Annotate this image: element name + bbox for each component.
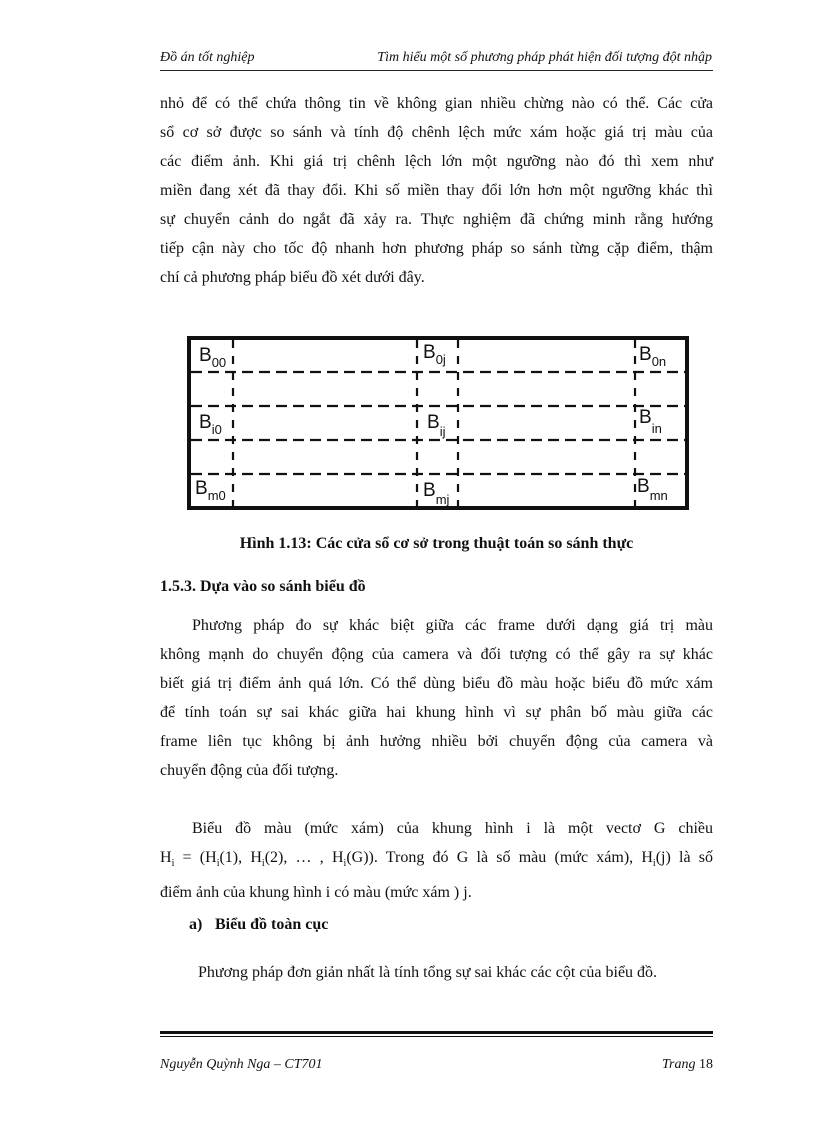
text-line: chí cả phương pháp biểu đồ xét dưới đây. [160,269,425,286]
text-line: Biểu đồ màu (mức xám) của khung hình i là một vectơ G chiều [192,820,713,837]
cell-label-bm0: $B_{m0}$ [195,478,226,503]
text-line: không mạnh do chuyển động của camera và đối tượng có thể gây ra sự khác [160,646,713,663]
page-number: Trang 18 [662,1057,713,1072]
formula-line: $H_i = (H_i(1)$, $H_i(2)$, … , $H_i(G)$). Trong đó G là số màu (mức xám), $H_i(j)$ là số [160,849,714,870]
cell-label-bmj: $B_{mj}$ [423,480,450,507]
text-line: sổ cơ sở được so sánh và tính độ chênh lệch mức xám hoặc giá trị màu của [160,124,713,141]
text-line: biết giá trị điểm ảnh quá lớn. Có thể dùng biểu đồ màu hoặc biểu đồ mức xám [160,675,713,692]
text-line: các điểm ảnh. Khi giá trị chênh lệch lớn một ngưỡng nào đó thì xem như [160,153,713,170]
cell-label-bij: $B_{ij}$ [427,412,446,439]
text-line: để tính toán sự sai khác giữa hai khung hình vì sự phân bố màu giữa các [160,704,713,721]
footer-rule-thick [160,1031,713,1034]
cell-label-b00: $B_{00}$ [199,345,227,370]
cell-label-b0n: $B_{0n}$ [639,344,667,369]
header-left: Đồ án tốt nghiệp [160,50,255,65]
text-line: sự chuyển cảnh do ngắt đã xảy ra. Thực nghiệm đã chứng minh rằng hướng [160,211,713,228]
cell-label-b0j: $B_{0j}$ [423,342,446,367]
text-line: Phương pháp đo sự khác biệt giữa các frame dưới dạng giá trị màu [192,617,713,634]
header-right: Tìm hiểu một số phương pháp phát hiện đối tượng đột nhập [377,50,712,65]
header-rule [160,70,713,71]
text-line: điểm ảnh của khung hình i có màu (mức xám ) j. [160,884,472,902]
subheading [189,916,328,934]
paragraph-3 [160,814,713,907]
cell-label-bin: $B_{in}$ [639,407,662,436]
text-line: tiếp cận này cho tốc độ nhanh hơn phương pháp so sánh từng cặp điểm, thậm [160,240,713,257]
text-line: frame liên tục không bị ảnh hưởng nhiều bởi chuyển động của camera và [160,733,713,750]
paragraph-4 [198,958,713,987]
cell-label-bmn: $B_{mn}$ [637,476,668,503]
grid-diagram [187,336,689,510]
figure-grid [187,336,689,510]
footer-author: Nguyễn Quỳnh Nga – CT701 [160,1057,323,1072]
subheading-marker: a) [189,916,203,933]
text-line: chuyển động của đối tượng. [160,762,339,779]
figure-caption: Hình 1.13: Các cửa sổ cơ sở trong thuật toán so sánh thực [239,535,634,552]
section-heading: 1.5.3. Dựa vào so sánh biểu đồ [160,578,366,595]
subheading-text: Biểu đồ toàn cục [215,916,329,933]
paragraph-2 [160,611,713,785]
text-line: miền đang xét đã thay đổi. Khi số miền thay đổi lớn hơn một ngưỡng khác thì [160,182,713,199]
cell-label-bi0: $B_{i0}$ [199,412,222,437]
text-line: Phương pháp đơn giản nhất là tính tổng sự sai khác các cột của biểu đồ. [198,964,658,981]
text-line: nhỏ để có thể chứa thông tin về không gian nhiều chừng nào có thể. Các cửa [160,95,713,112]
footer-rule-thin [160,1036,713,1037]
paragraph-1 [160,89,713,292]
